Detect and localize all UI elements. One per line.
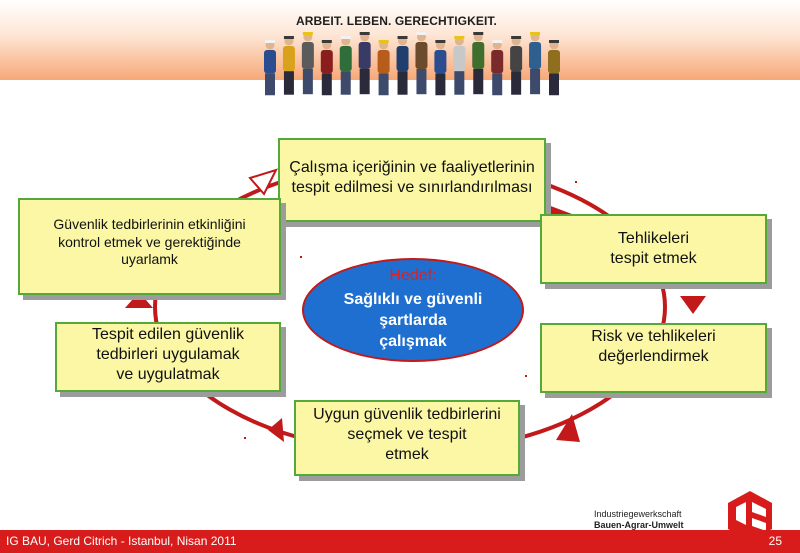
footer-bar — [0, 530, 800, 553]
page-number: 25 — [768, 534, 782, 548]
arrowhead-bottom-left — [268, 418, 284, 442]
slogan: ARBEIT. LEBEN. GERECHTIGKEIT. — [296, 14, 497, 28]
step-box-top — [278, 138, 546, 222]
union-name-line2: Bauen-Agrar-Umwelt — [594, 520, 684, 531]
decor-dot — [244, 437, 246, 439]
step-box-right-top — [540, 214, 767, 284]
step-text-top: Çalışma içeriğinin ve faaliyetlerinin tespit edilmesi ve sınırlandırılması — [289, 159, 535, 196]
goal-title: Hedef: — [389, 267, 437, 284]
goal-ellipse — [302, 258, 524, 362]
step-text-left-top: Güvenlik tedbirlerinin etkinliğini kontrol etmek ve gerektiğinde uyarlamk — [53, 216, 246, 267]
union-name-line1: Industriegewerkschaft — [594, 509, 682, 519]
step-text-left-bottom: Tespit edilen güvenlik tedbirleri uygulamak ve uygulatmak — [91, 326, 245, 383]
step-box-bottom — [294, 400, 520, 476]
arrowhead-right — [680, 296, 706, 314]
step-box-right-bottom — [540, 323, 767, 393]
step-text-right-top: Tehlikeleri tespit etmek — [610, 230, 697, 267]
decor-dot — [575, 181, 577, 183]
decor-dot — [525, 375, 527, 377]
goal-text: Sağlıklı ve güvenli şartlarda çalışmak — [343, 291, 483, 350]
footer-caption: IG BAU, Gerd Citrich - Istanbul, Nisan 2011 — [6, 534, 237, 548]
decor-dot — [300, 256, 302, 258]
step-text-bottom: Uygun güvenlik tedbirlerini seçmek ve tespit etmek — [313, 406, 501, 463]
step-box-left-bottom — [55, 322, 281, 392]
step-text-right-bottom: Risk ve tehlikeleri değerlendirmek — [591, 328, 716, 365]
step-box-left-top — [18, 198, 281, 295]
union-name — [594, 509, 684, 532]
